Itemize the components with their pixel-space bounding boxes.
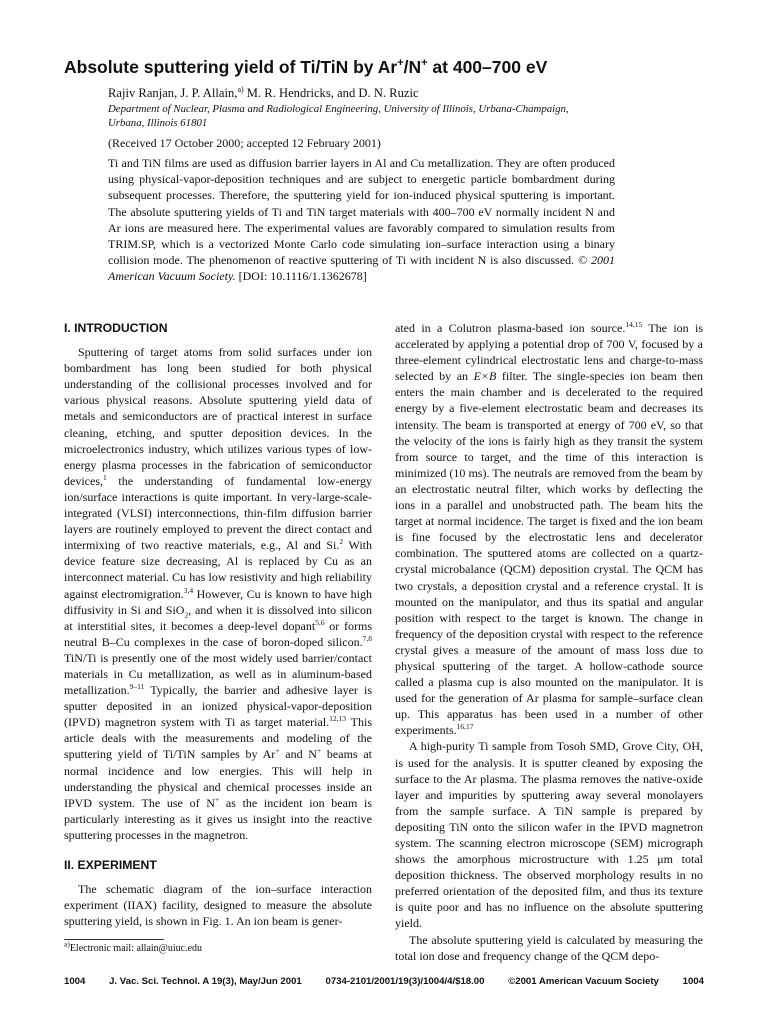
page-number-left: 1004 xyxy=(64,976,86,987)
page-footer xyxy=(64,976,704,987)
copyright: © 2001 American Vacuum Society. xyxy=(108,253,615,284)
society-copyright: ©2001 American Vacuum Society xyxy=(508,976,659,987)
authors: Rajiv Ranjan, J. P. Allain,$^{a)}$ M. R. Hendricks, and D. N. Ruzic xyxy=(108,84,419,100)
received-dates: (Received 17 October 2000; accepted 12 February 2001) xyxy=(108,136,381,150)
section-heading-introduction: I. INTRODUCTION xyxy=(64,321,168,335)
page-number-right: 1004 xyxy=(682,976,704,987)
footnote: $^{a)}$Electronic mail: allain@uiuc.edu xyxy=(64,939,203,954)
experiment-paragraph: The schematic diagram of the ion–surface interaction experiment (IIAX) facility, designed to measure the absolute sputtering yield, is shown in Fig. 1. An ion beam is gener- xyxy=(64,882,372,929)
left-column xyxy=(64,320,372,929)
abstract: Ti and TiN films are used as diffusion barrier layers in Al and Cu metallization. They are often produced using physical-vapor-deposition techniques and are subject to energetic particle bombardment during subsequent processes. Therefore, the sputtering yield for ion-induced physical sputtering is important. The absolute sputtering yields of Ti and TiN target materials with 400–700 eV normally incident N and Ar ions are measured here. The experimental values are favorably compared to simulation results from TRIM.SP, which is a vectorized Monte Carlo code simulating ion–surface interaction using a binary collision mode. The phenomenon of reactive sputtering of Ti with incident N is also discussed. © 2001 American Vacuum Society. [DOI: 10.1116/1.1362678] xyxy=(108,156,615,284)
affiliation: Department of Nuclear, Plasma and Radiological Engineering, University of Illinois, Urbana-Champaign, Urbana, Illinois 61801 xyxy=(108,103,569,129)
article-code: 0734-2101/2001/19(3)/1004/4/$18.00 xyxy=(325,976,485,987)
footnote-divider xyxy=(64,939,164,940)
intro-paragraph: Sputtering of target atoms from solid surfaces under ion bombardment has long been studied for both physical understanding of the collisional processes involved and for various physical reasons. Absolute sputtering yield data of metals and semiconductors are of practical interest in surface cleaning, etching, and sputter deposition devices. In the microelectronics industry, which utilizes various types of low-energy plasma processes in the fabrication of semiconductor devices,$^1$ the understanding of fundamental low-energy ion/surface interactions is quite important. In very-large-scale-integrated (VLSI) interconnections, thin-film diffusion barrier layers are routinely employed to prevent the direct contact and intermixing of two reactive materials, e.g., Al and Si.$^2$ With device feature size decreasing, Al is replaced by Cu as an interconnect material. Cu has low resistivity and high reliability against electromigration.$^{3,4}$ However, Cu is known to have high diffusivity in Si and SiO$_2$, and when it is dissolved into silicon at interstitial sites, it becomes a deep-level dopant$^{5,6}$ or forms neutral B–Cu complexes in the case of boron-doped silicon.$^{7,8}$ TiN/Ti is presently one of the most widely used barrier/contact materials in Cu metallization, as well as in aluminum-based metallization.$^{9-11}$ Typically, the barrier and adhesive layer is sputter deposited in an ionized physical-vapor-deposition (IPVD) magnetron system with Ti as target material.$^{12,13}$ This article deals with the measurements and modeling of the sputtering yield of Ti/TiN samples by Ar+ and N+ beams at normal incidence and low energies. This will help in understanding the physical and chemical processes inside an IPVD system. The use of N+ as the incident ion beam is particularly interesting as it gives us insight into the reactive sputtering processes in the magnetron. xyxy=(64,345,373,842)
journal-citation: J. Vac. Sci. Technol. A 19(3), May/Jun 2001 xyxy=(109,976,302,987)
sample-paragraph: A high-purity Ti sample from Tosoh SMD, Grove City, OH, is used for the analysis. It is sputter cleaned by exposing the surface to the Ar plasma. The plasma removes the native-oxide layer and impurities by sputtering away several monolayers from the sample surface. A TiN sample is prepared by depositing TiN onto the silicon wafer in the IPVD magnetron system. The scanning electron microscope (SEM) micrograph shows the amorphous microstructure with 1.25 μm total deposition thickness. The observed morphology results in no preferred orientation of the deposited film, and thus its texture is quite poor and has no influence on the absolute sputtering yield. xyxy=(395,739,703,931)
yield-paragraph: The absolute sputtering yield is calculated by measuring the total ion dose and frequency change of the QCM depo- xyxy=(395,932,703,963)
right-column xyxy=(395,320,703,964)
experiment-paragraph-continued: ated in a Colutron plasma-based ion source.$^{14,15}$ The ion is accelerated by applying a potential drop of 700 V, focused by a three-element cylindrical electrostatic lens and charge-to-mass selected by an E×B filter. The single-species ion beam then enters the main chamber and is decelerated to the required energy by a five-element electrostatic beam and decreases its intensity. The beam is transported at energy of 700 eV, so that the velocity of the ions is fairly high as they transit the system from source to target, and the time of this interaction is minimized (10 ms). The neutrals are removed from the beam by an electrostatic neutral filter, which works by deflecting the ions in a parallel and unobstructed path. The beam hits the target at normal incidence. The target is fixed and the ion beam is fine focused by the electrostatic lens and decelerator combination. The sputtered atoms are collected on a quartz-crystal microbalance (QCM) deposition crystal. The QCM has two crystals, a deposition crystal and a reference crystal. It is mounted on the manipulator, and thus its spatial and angular position with respect to the target is known. The change in frequency of the deposition crystal with respect to the reference crystal gives a measure of the amount of mass loss due to physical sputtering of the target. A hollow-cathode source called a plasma cup is also mounted on the manipulator. It is used for the generation of Ar plasma for sample–surface clean up. This apparatus has been used in a number of other experiments.$^{16,17}$ xyxy=(395,320,704,738)
section-heading-experiment: II. EXPERIMENT xyxy=(64,858,157,872)
doi: [DOI: 10.1116/1.1362678] xyxy=(238,269,367,284)
article-title: Absolute sputtering yield of Ti/TiN by Ar+/N+ at 400–700 eV xyxy=(64,57,548,77)
